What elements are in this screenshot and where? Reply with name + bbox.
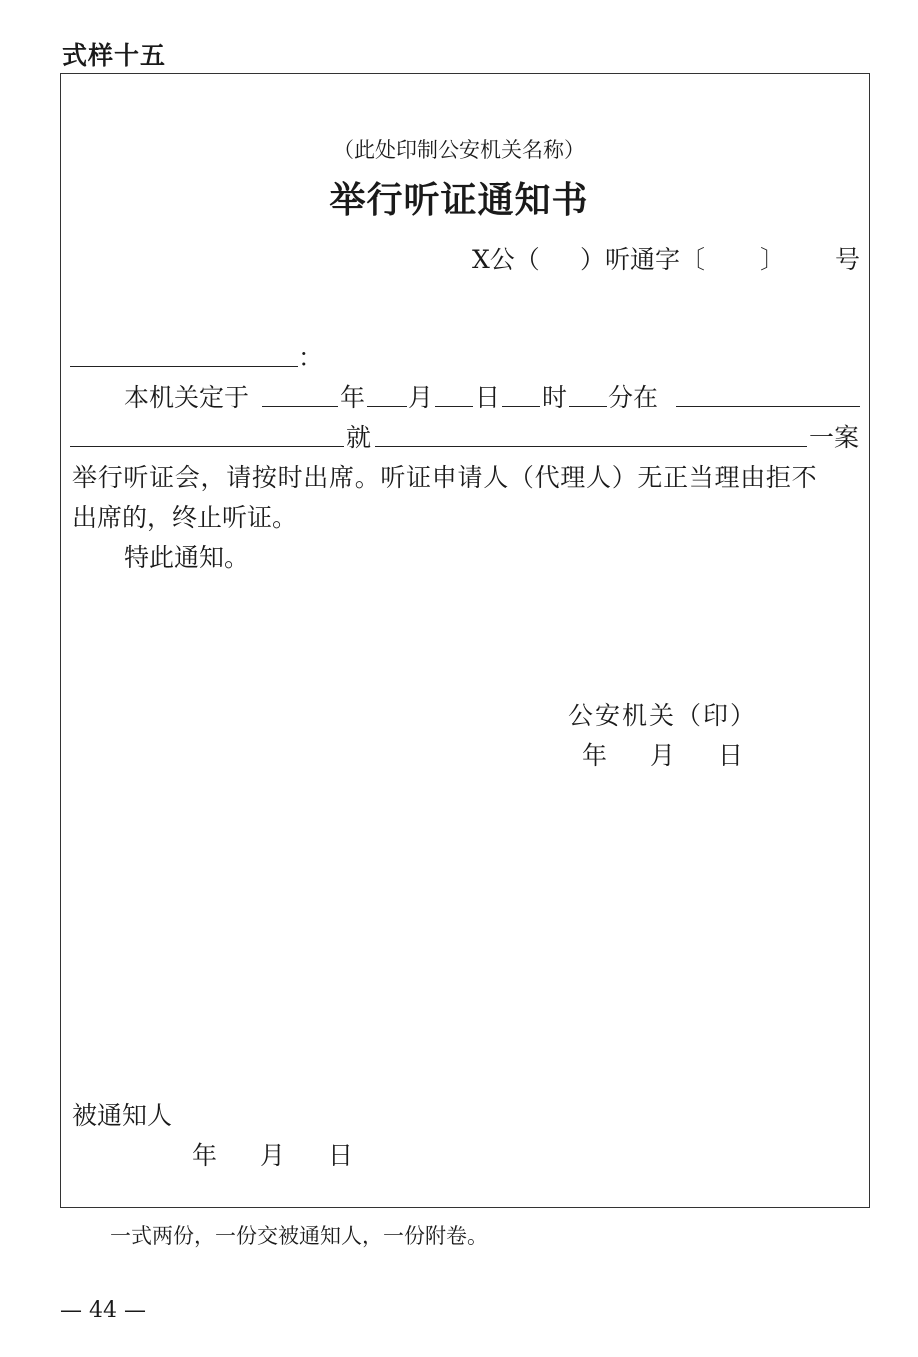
page-number: — 44 — bbox=[60, 1298, 146, 1323]
issuer-date-month: 月 bbox=[650, 741, 678, 770]
notice-line-3: 举行听证会，请按时出席。听证申请人（代理人）无正当理由拒不 bbox=[72, 463, 818, 492]
yi-an-label: 一案 bbox=[809, 423, 860, 452]
form-label: 式样十五 bbox=[62, 41, 167, 70]
closing-text: 特此通知。 bbox=[124, 543, 250, 572]
month-blank bbox=[367, 406, 407, 407]
document-title: 举行听证通知书 bbox=[329, 179, 589, 221]
doc-number-suffix: 号 bbox=[835, 245, 861, 274]
hour-blank bbox=[502, 406, 540, 407]
addressee-colon: ： bbox=[298, 343, 324, 372]
recipient-date-day: 日 bbox=[328, 1141, 356, 1170]
form-frame bbox=[60, 73, 870, 1208]
doc-number-middle: ）听通字〔 bbox=[580, 245, 706, 274]
doc-number-bracket-close: 〕 bbox=[760, 245, 786, 274]
day-label: 日 bbox=[475, 383, 501, 412]
notice-intro: 本机关定于 bbox=[124, 383, 250, 412]
location-blank-2 bbox=[70, 446, 344, 447]
issuer-date-year: 年 bbox=[582, 741, 610, 770]
minute-blank bbox=[569, 406, 607, 407]
agency-name-placeholder: （此处印制公安机关名称） bbox=[333, 138, 585, 162]
addressee-blank bbox=[70, 366, 298, 367]
location-blank-1 bbox=[676, 406, 860, 407]
footnote: 一式两份，一份交被通知人，一份附卷。 bbox=[110, 1224, 488, 1248]
issuer-seal-label: 公安机关（印） bbox=[568, 701, 758, 730]
issuer-date-day: 日 bbox=[718, 741, 746, 770]
doc-number-prefix: X公（ bbox=[472, 245, 540, 274]
jiu-label: 就 bbox=[346, 423, 372, 452]
day-blank bbox=[435, 406, 473, 407]
hour-label: 时 bbox=[542, 383, 568, 412]
year-blank bbox=[262, 406, 338, 407]
minute-label: 分在 bbox=[608, 383, 659, 412]
recipient-date-year: 年 bbox=[192, 1141, 220, 1170]
notice-line-4: 出席的，终止听证。 bbox=[72, 503, 298, 532]
recipient-date-month: 月 bbox=[260, 1141, 288, 1170]
case-blank bbox=[375, 446, 807, 447]
recipient-label: 被通知人 bbox=[72, 1101, 173, 1130]
year-label: 年 bbox=[340, 383, 366, 412]
month-label: 月 bbox=[408, 383, 434, 412]
